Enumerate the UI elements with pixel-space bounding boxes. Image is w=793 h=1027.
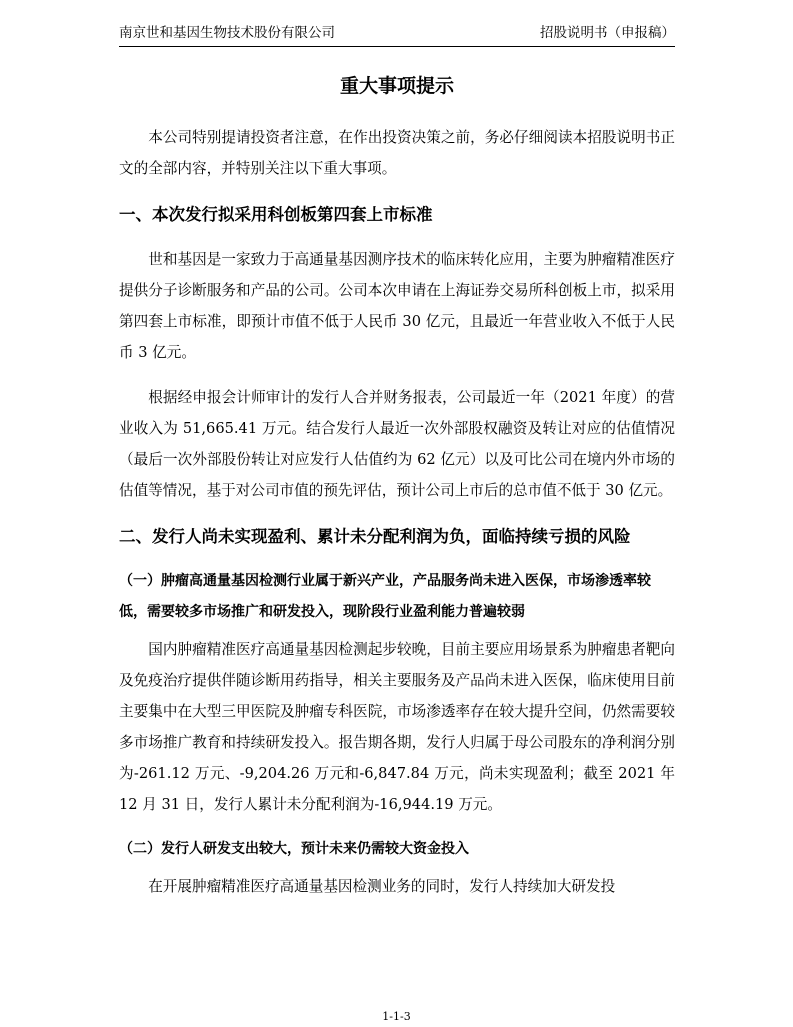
subsection-2-1-heading: （一）肿瘤高通量基因检测行业属于新兴产业，产品服务尚未进入医保，市场渗透率较低，需要较多市场推广和研发投入，现阶段行业盈利能力普遍较弱 <box>119 573 651 620</box>
subsection-2-2-heading: （二）发行人研发支出较大，预计未来仍需较大资金投入 <box>119 841 469 857</box>
intro-paragraph: 本公司特别提请投资者注意，在作出投资决策之前，务必仔细阅读本招股说明书正文的全部内容，并特别关注以下重大事项。 <box>119 129 675 177</box>
page-content <box>119 62 675 916</box>
page-header <box>119 20 675 47</box>
subsection-2-2-paragraph: 在开展肿瘤精准医疗高通量基因检测业务的同时，发行人持续加大研发投 <box>148 878 616 895</box>
page-number: 1-1-3 <box>382 1010 411 1023</box>
subsection-2-1-paragraph: 国内肿瘤精准医疗高通量基因检测起步较晚，目前主要应用场景系为肿瘤患者靶向及免疫治疗提供伴随诊断用药指导，相关主要服务及产品尚未进入医保，临床使用目前主要集中在大型三甲医院及肿瘤专科医院，市场渗透率存在较大提升空间，仍然需要较多市场推广教育和持续研发投入。报告期各期，发行人归属于母公司股东的净利润分别为-261.12 万元、-9,204.26 万元和-6,847.84 万元，尚未实现盈利；截至 2021 年 12 月 31 日，发行人累计未分配利润为-16,944.19 万元。 <box>119 641 675 813</box>
section-1-heading: 一、本次发行拟采用科创板第四套上市标准 <box>119 205 433 224</box>
section-2-heading: 二、发行人尚未实现盈利、累计未分配利润为负，面临持续亏损的风险 <box>119 527 631 546</box>
page-title: 重大事项提示 <box>339 75 454 97</box>
section-1-paragraph-2: 根据经申报会计师审计的发行人合并财务报表，公司最近一年（2021 年度）的营业收入为 51,665.41 万元。结合发行人最近一次外部股权融资及转让对应的估值情况（最后一次外部股份转让对应发行人估值约为 62 亿元）以及可比公司在境内外市场的估值等情况，基于对公司市值的预先评估，预计公司上市后的总市值不低于 30 亿元。 <box>119 389 675 499</box>
header-company-name: 南京世和基因生物技术股份有限公司 <box>119 25 335 41</box>
header-document-type: 招股说明书（申报稿） <box>540 25 675 41</box>
section-1-paragraph-1: 世和基因是一家致力于高通量基因测序技术的临床转化应用，主要为肿瘤精准医疗提供分子诊断服务和产品的公司。公司本次申请在上海证券交易所科创板上市，拟采用第四套上市标准，即预计市值不低于人民币 30 亿元，且最近一年营业收入不低于人民币 3 亿元。 <box>119 251 675 361</box>
